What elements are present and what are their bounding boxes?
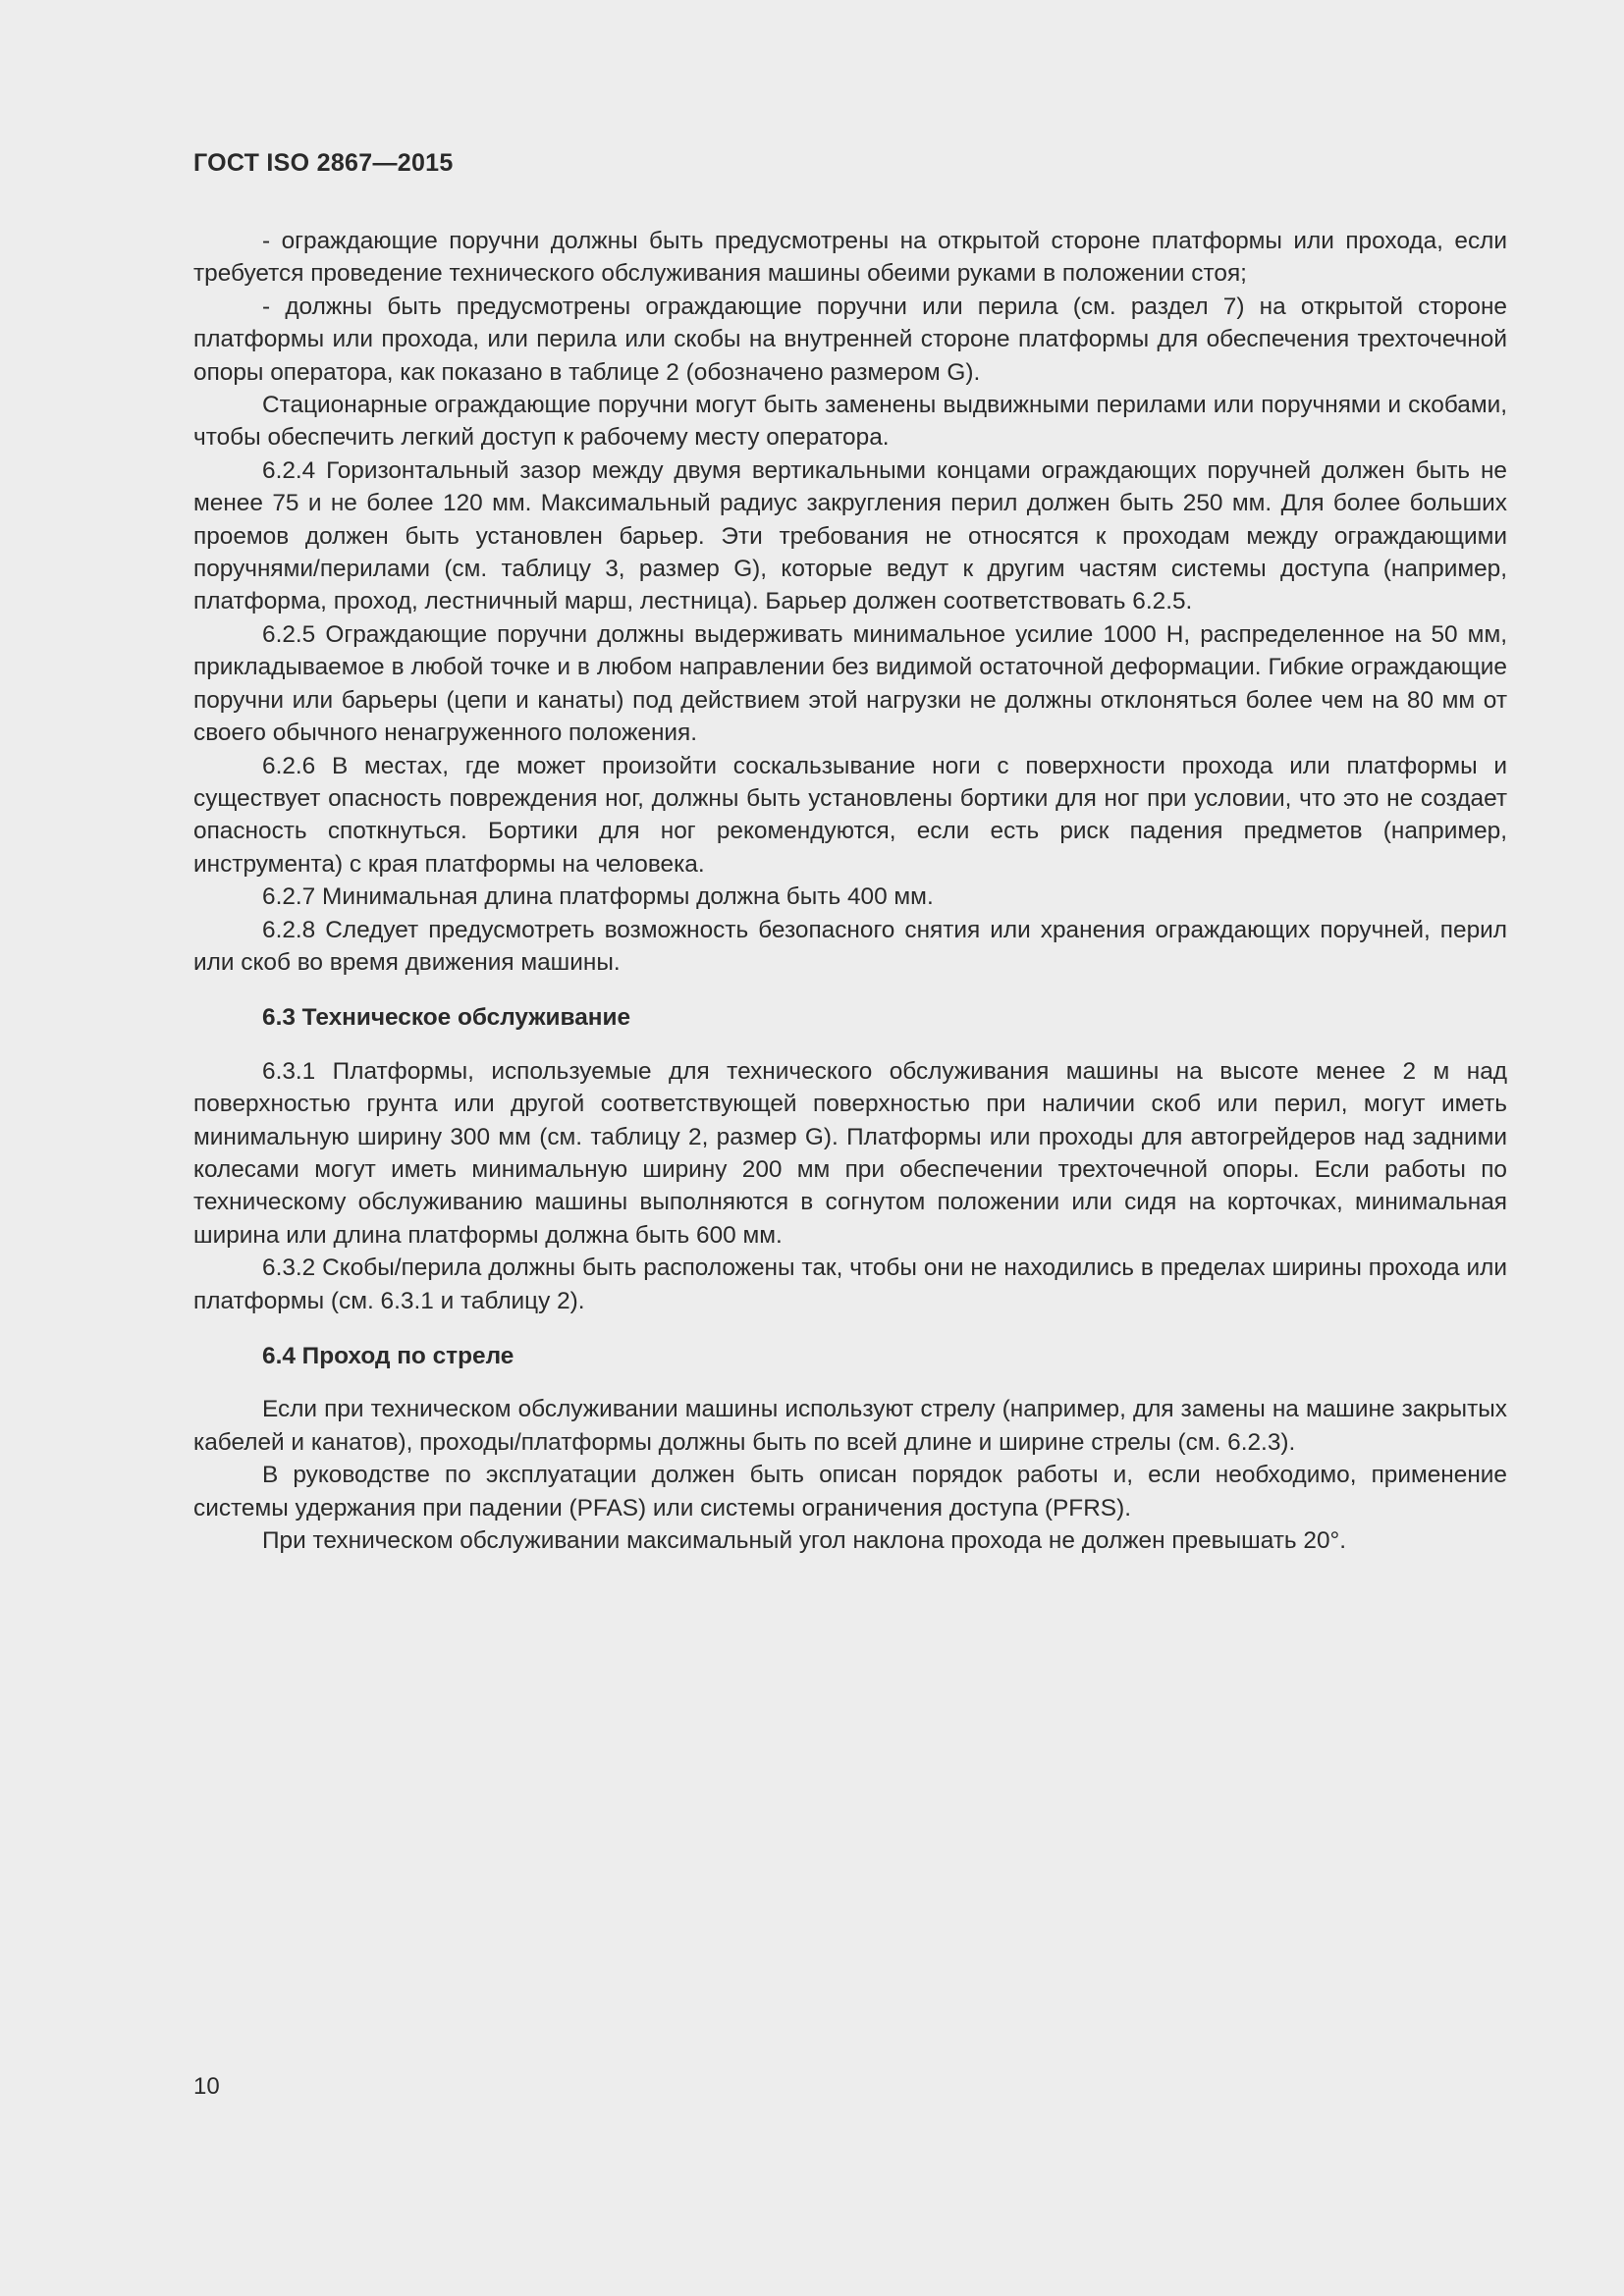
- section-heading-6-4: 6.4 Проход по стреле: [262, 1343, 514, 1369]
- page-number: 10: [193, 2073, 220, 2100]
- paragraph-stationary-handrails: Стационарные ограждающие поручни могут быть заменены выдвижными перилами или поручнями и скобами, чтобы обеспечить легкий доступ к рабочему месту оператора.: [193, 392, 1507, 452]
- section-heading-6-3: 6.3 Техническое обслуживание: [262, 1004, 631, 1032]
- paragraph-6-4-manual: В руководстве по эксплуатации должен быть описан порядок работы и, если необходимо, применение системы удержания при падении (PFAS) или системы ограничения доступа (PFRS).: [193, 1462, 1507, 1522]
- document-header: ГОСТ ISO 2867—2015: [193, 149, 454, 177]
- paragraph-6-3-2: 6.3.2 Скобы/перила должны быть расположены так, чтобы они не находились в пределах ширины прохода или платформы (см. 6.3.1 и таблицу 2).: [193, 1255, 1507, 1314]
- paragraph-6-2-7: 6.2.7 Минимальная длина платформы должна быть 400 мм.: [262, 883, 934, 911]
- paragraph-6-4-boom: Если при техническом обслуживании машины используют стрелу (например, для замены на машине закрытых кабелей и канатов), проходы/платформы должны быть по всей длине и ширине стрелы (см. 6.2.3).: [193, 1396, 1507, 1456]
- paragraph-6-2-5: 6.2.5 Ограждающие поручни должны выдерживать минимальное усилие 1000 Н, распределенное на 50 мм, прикладываемое в любой точке и в любом направлении без видимой остаточной деформации. Гибкие ограждающие поручни или барьеры (цепи и канаты) под действием этой нагрузки не должны отклоняться более чем на 80 мм от своего обычного ненагруженного положения.: [193, 620, 1507, 747]
- paragraph-6-2-6: 6.2.6 В местах, где может произойти соскальзывание ноги с поверхности прохода или платформы и существует опасность повреждения ног, должны быть установлены бортики для ног при условии, что это не создает опасность споткнуться. Бортики для ног рекомендуются, если есть риск падения предметов (например, инструмента) с края платформы на человека.: [193, 752, 1507, 878]
- paragraph-bullet-handrails: - ограждающие поручни должны быть предусмотрены на открытой стороне платформы или прохода, если требуется проведение технического обслуживания машины обеими руками в положении стоя;: [193, 228, 1507, 288]
- paragraph-6-3-1: 6.3.1 Платформы, используемые для технического обслуживания машины на высоте менее 2 м над поверхностью грунта или другой соответствующей поверхностью при наличии скоб или перил, могут иметь минимальную ширину 300 мм (см. таблицу 2, размер G). Платформы или проходы для автогрейдеров над задними колесами могут иметь минимальную ширину 200 мм при обеспечении трехточечной опоры. Если работы по техническому обслуживанию машины выполняются в согнутом положении или сидя на корточках, минимальная ширина или длина платформы должна быть 600 мм.: [193, 1057, 1507, 1249]
- paragraph-6-4-angle: При техническом обслуживании максимальный угол наклона прохода не должен превышать 20°.: [262, 1527, 1347, 1555]
- paragraph-6-2-4: 6.2.4 Горизонтальный зазор между двумя вертикальными концами ограждающих поручней должен быть не менее 75 и не более 120 мм. Максимальный радиус закругления перил должен быть 250 мм. Для более больших проемов должен быть установлен барьер. Эти требования не относятся к проходам между ограждающими поручнями/перилами (см. таблицу 3, размер G), которые ведут к другим частям системы доступа (например, платформа, проход, лестничный марш, лестница). Барьер должен соответствовать 6.2.5.: [193, 456, 1507, 615]
- paragraph-bullet-railings: - должны быть предусмотрены ограждающие поручни или перила (см. раздел 7) на открытой стороне платформы или прохода, или перила или скобы на внутренней стороне платформы для обеспечения трехточечной опоры оператора, как показано в таблице 2 (обозначено размером G).: [193, 293, 1507, 386]
- page-body: [193, 225, 1507, 1557]
- paragraph-6-2-8: 6.2.8 Следует предусмотреть возможность безопасного снятия или хранения ограждающих поручней, перил или скоб во время движения машины.: [193, 916, 1507, 976]
